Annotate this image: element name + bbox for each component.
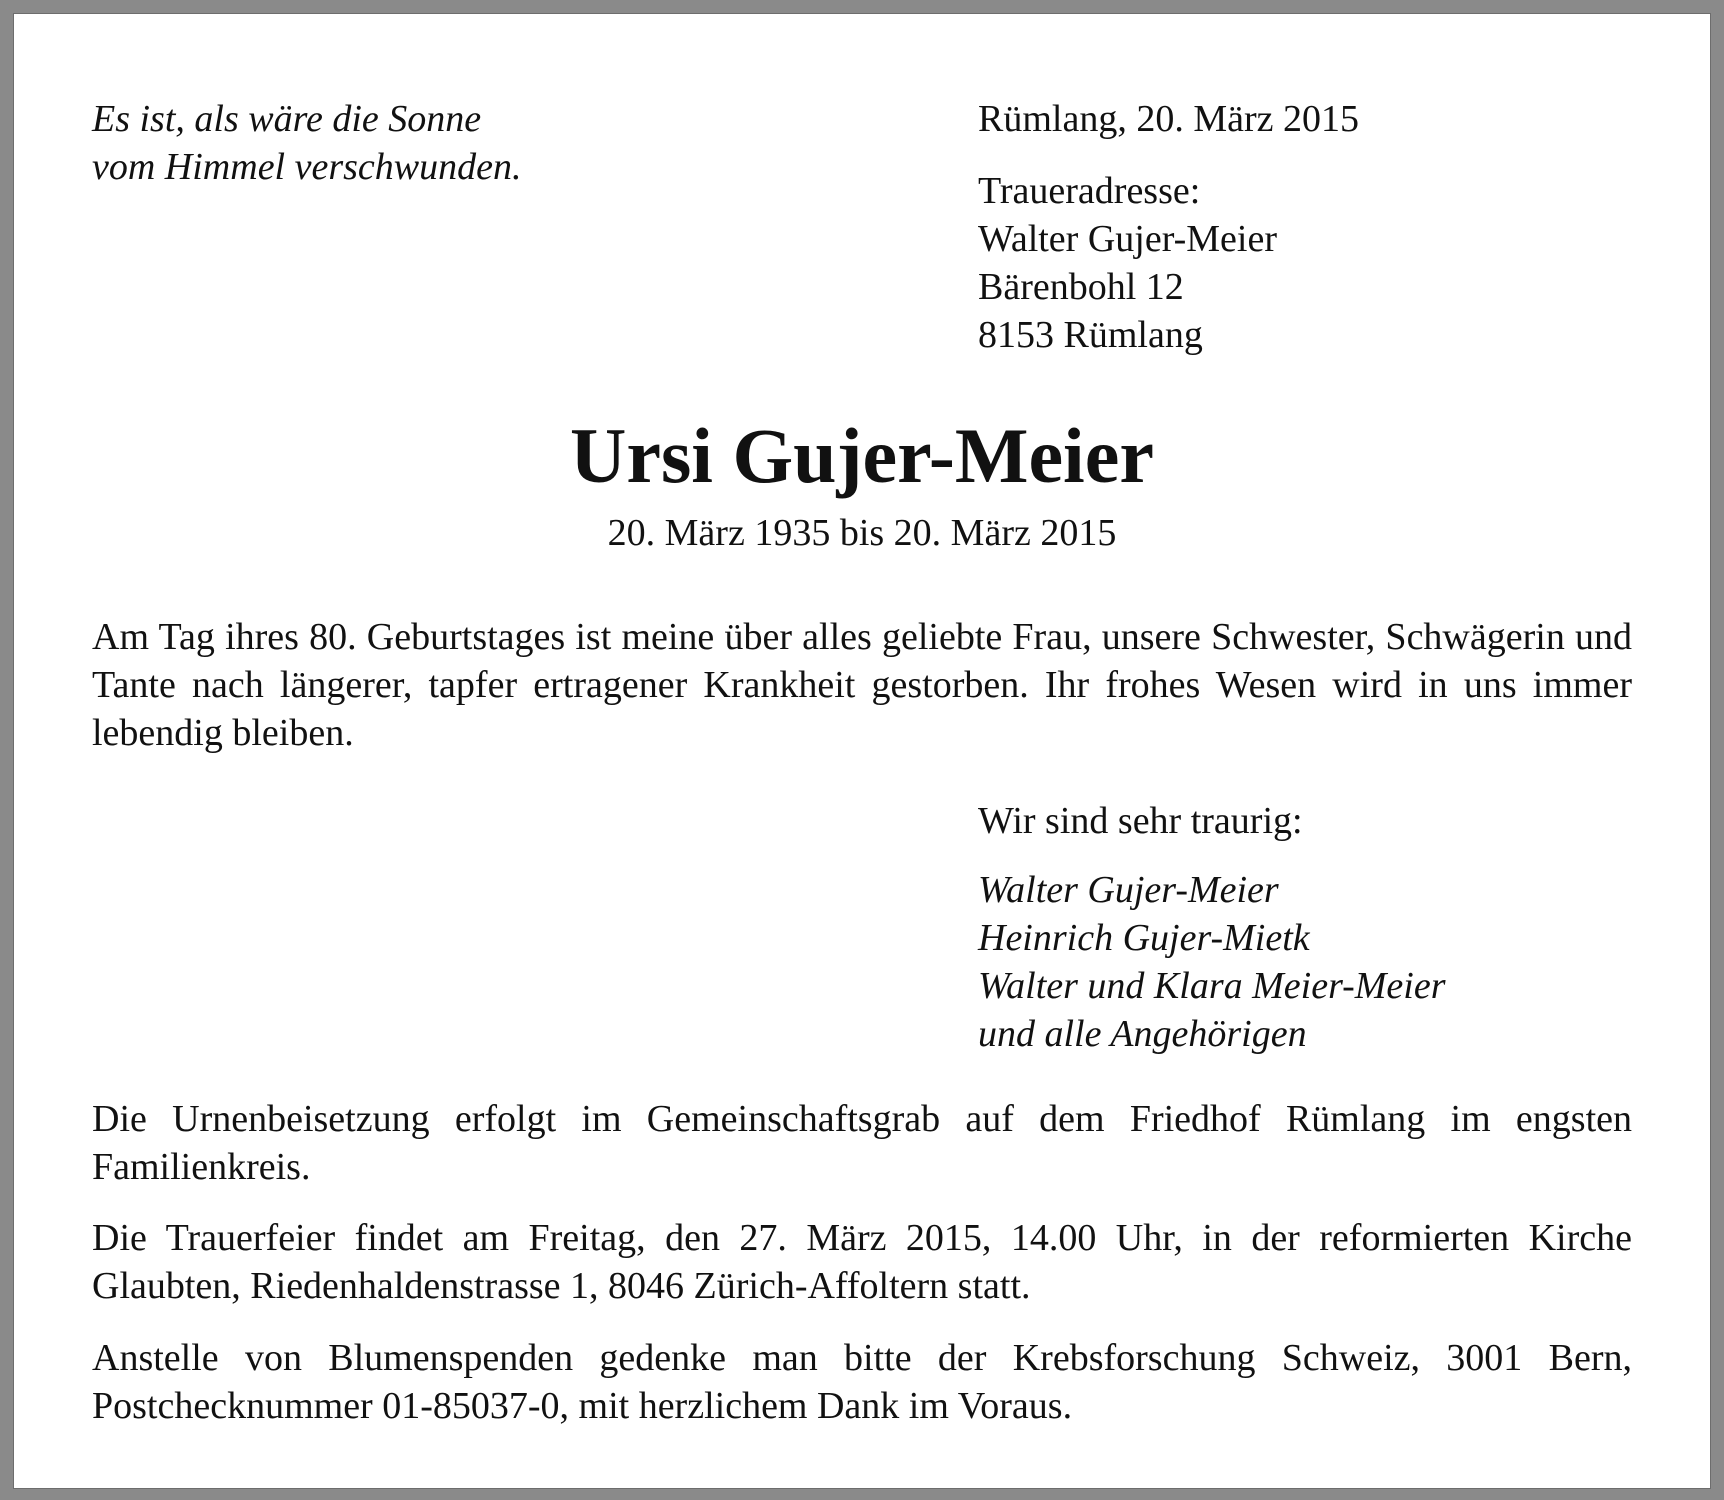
obituary-notice [13, 13, 1711, 1489]
burial-paragraph: Die Urnenbeisetzung erfolgt im Gemeinschaftsgrab auf dem Friedhof Rümlang im engsten Familienkreis. [92, 1098, 1632, 1188]
mourner-name: Walter Gujer-Meier [978, 869, 1279, 911]
mourners-intro: Wir sind sehr traurig: [978, 800, 1303, 842]
announcement-paragraph: Am Tag ihres 80. Geburtstages ist meine über alles geliebte Frau, unsere Schwester, Schwägerin und Tante nach längerer, tapfer ertragener Krankheit gestorben. Ihr frohes Wesen wird in uns immer lebendig bleiben. [92, 616, 1632, 754]
mourner-name: Heinrich Gujer-Mietk [978, 917, 1310, 959]
trauer-address-line: Walter Gujer-Meier [978, 218, 1277, 260]
donation-paragraph: Anstelle von Blumenspenden gedenke man bitte der Krebsforschung Schweiz, 3001 Bern, Postchecknummer 01-85037-0, mit herzlichem Dank im Voraus. [92, 1337, 1632, 1427]
trauer-address-line: Bärenbohl 12 [978, 266, 1184, 308]
mourners-list [978, 866, 1446, 1058]
deceased-lifespan: 20. März 1935 bis 20. März 2015 [607, 512, 1117, 554]
motto-line: vom Himmel verschwunden. [92, 146, 522, 188]
mourner-name: und alle Angehörigen [978, 1013, 1307, 1055]
mourner-name: Walter und Klara Meier-Meier [978, 965, 1446, 1007]
motto-quote [92, 95, 522, 191]
service-paragraph: Die Trauerfeier findet am Freitag, den 27. März 2015, 14.00 Uhr, in der reformierten Kirche Glaubten, Riedenhaldenstrasse 1, 8046 Zürich-Affoltern statt. [92, 1217, 1632, 1307]
place-date: Rümlang, 20. März 2015 [978, 98, 1360, 140]
trauer-address-label: Traueradresse: [978, 170, 1201, 212]
motto-line: Es ist, als wäre die Sonne [92, 98, 482, 140]
deceased-name: Ursi Gujer-Meier [570, 412, 1154, 499]
trauer-address-line: 8153 Rümlang [978, 314, 1203, 356]
trauer-address [978, 167, 1277, 359]
